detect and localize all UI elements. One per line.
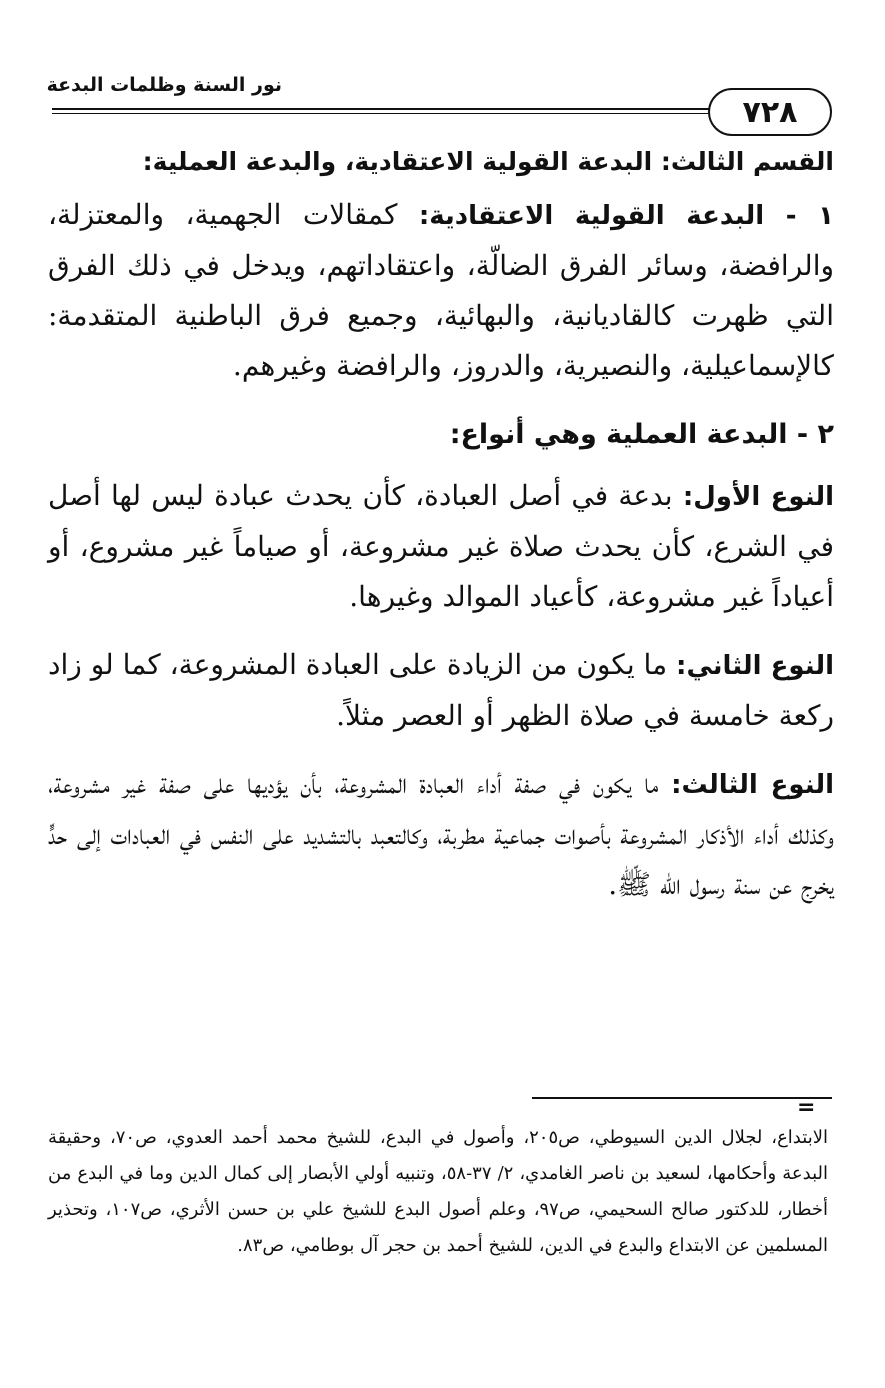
type-2-lead: النوع الثاني: [676, 651, 835, 681]
header-rule [52, 108, 772, 110]
footnote-continuation-mark: = [797, 1095, 816, 1120]
item-1-paragraph [48, 190, 834, 391]
running-title: نور السنة وظلمات البدعة [46, 74, 282, 96]
item-1-lead: ١ - البدعة القولية الاعتقادية: [418, 201, 834, 231]
page-number: ٧٢٨ [708, 88, 832, 136]
item-1-text: كمقالات الجهمية، والمعتزلة، والرافضة، وسائر الفرق الضالّة، واعتقاداتهم، ويدخل في ذلك الفرق التي ظهرت كالقاديانية، والبهائية، وجميع فرق الباطنية المتقدمة: كالإسماعيلية، والنصيرية، والدروز، والرافضة وغيرهم. [48, 198, 834, 382]
type-1-paragraph [48, 471, 834, 622]
header-rule-thin [52, 113, 772, 114]
type-3-text: ما يكون في صفة أداء العبادة المشروعة، بأن يؤديها على صفة غير مشروعة، وكذلك أداء الأذكار المشروعة بأصوات جماعية مطربة، وكالتعبد بالتشديد على النفس في العبادات إلى حدٍّ يخرج عن سنة رسول الله ﷺ. [48, 767, 834, 901]
type-1-text: بدعة في أصل العبادة، كأن يحدث عبادة ليس لها أصل في الشرع، كأن يحدث صلاة غير مشروعة، أو صياماً غير مشروع، أو أعياداً غير مشروعة، كأعياد الموالد وغيرها. [48, 479, 834, 613]
item-2-heading: ٢ - البدعة العملية وهي أنواع: [449, 419, 834, 450]
footnote-text: الابتداع، لجلال الدين السيوطي، ص٢٠٥، وأصول في البدع، للشيخ محمد أحمد العدوي، ص٧٠، وحقيقة البدعة وأحكامها، لسعيد بن ناصر الغامدي، ٢/ ٣٧-٥٨، وتنبيه أولي الأبصار إلى كمال الدين وما في البدع من أخطار، للدكتور صالح السحيمي، ص٩٧، وعلم أصول البدع للشيخ علي بن حسن الأثري، ص١٠٧، وتحذير المسلمين عن الابتداع والبدع في الدين، للشيخ أحمد بن حجر آل بوطامي، ص٨٣. [48, 1127, 829, 1256]
footnote-rule [532, 1097, 832, 1099]
main-text [48, 140, 834, 920]
type-1-lead: النوع الأول: [682, 482, 834, 512]
section-heading: القسم الثالث: البدعة القولية الاعتقادية، والبدعة العملية: [142, 147, 834, 176]
type-3-paragraph [48, 759, 834, 910]
type-2-text: ما يكون من الزيادة على العبادة المشروعة، كما لو زاد ركعة خامسة في صلاة الظهر أو العصر مثلاً. [48, 648, 834, 732]
type-3-lead: النوع الثالث: [671, 770, 834, 800]
type-2-paragraph [48, 640, 834, 741]
